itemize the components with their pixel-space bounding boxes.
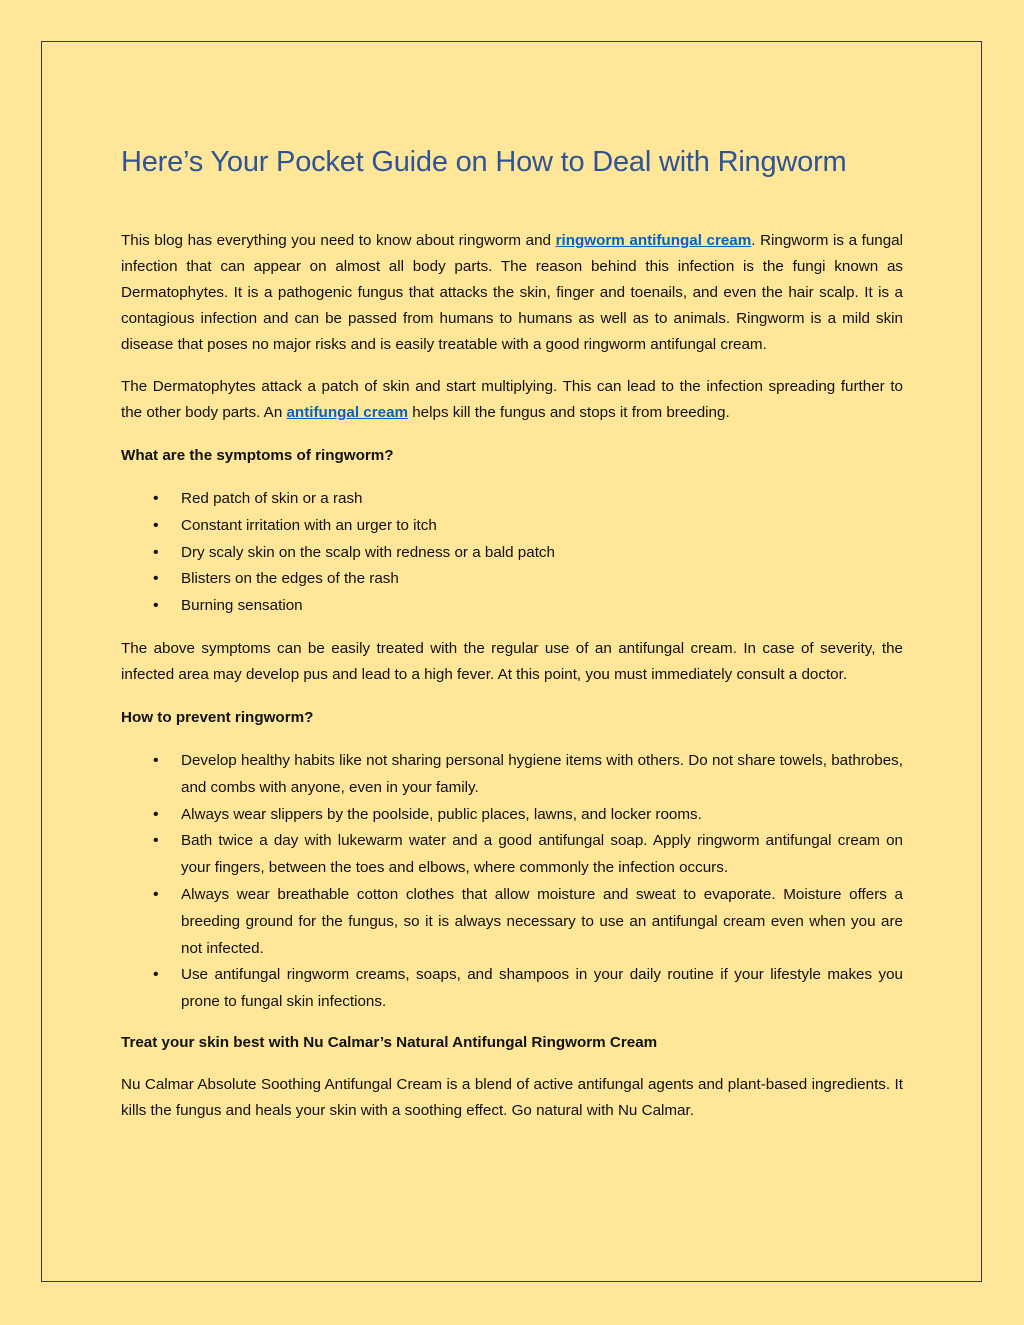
list-item: • Bath twice a day with lukewarm water and a good antifungal soap. Apply ringworm antifungal cream on your fingers, between the toes and elbows, where commonly the infection occurs.	[121, 828, 903, 882]
document-body	[121, 138, 903, 1124]
symptoms-heading: What are the symptoms of ringworm?	[121, 447, 394, 464]
dermatophytes-paragraph	[121, 374, 903, 426]
list-item: • Use antifungal ringworm creams, soaps, and shampoos in your daily routine if your lifestyle makes you prone to fungal skin infections.	[121, 962, 903, 1016]
symptoms-followup-paragraph: The above symptoms can be easily treated with the regular use of an antifungal cream. In case of severity, the infected area may develop pus and lead to a high fever. At this point, you must immediately consult a doctor.	[121, 639, 903, 683]
product-heading: Treat your skin best with Nu Calmar’s Natural Antifungal Ringworm Cream	[121, 1033, 658, 1051]
intro-text-end: . Ringworm is a fungal infection that can appear on almost all body parts. The reason behind this infection is the fungi known as Dermatophytes. It is a pathogenic fungus that attacks the skin, finger and toenails, and even the hair scalp. It is a contagious infection and can be passed from humans to humans as well as to animals. Ringworm is a mild skin disease that poses no major risks and is easily treatable with a good ringworm antifungal cream.	[121, 232, 903, 353]
antifungal-cream-link[interactable]: antifungal cream	[286, 404, 409, 421]
list-item: • Always wear breathable cotton clothes that allow moisture and sweat to evaporate. Moisture offers a breeding ground for the fungus, so it is always necessary to use an antifungal cream even when you are not infected.	[121, 882, 903, 962]
list-item: • Burning sensation	[121, 593, 903, 620]
symptoms-list	[121, 486, 903, 620]
list-item: • Always wear slippers by the poolside, public places, lawns, and locker rooms.	[121, 802, 903, 829]
list-item: • Blisters on the edges of the rash	[121, 566, 903, 593]
prevention-heading: How to prevent ringworm?	[121, 708, 314, 726]
product-paragraph: Nu Calmar Absolute Soothing Antifungal Cream is a blend of active antifungal agents and plant-based ingredients. It kills the fungus and heals your skin with a soothing effect. Go natural with Nu Calmar.	[121, 1075, 903, 1119]
intro-paragraph	[121, 228, 903, 358]
prevention-list	[121, 748, 903, 1016]
list-item: • Dry scaly skin on the scalp with redness or a bald patch	[121, 540, 903, 567]
list-item: • Develop healthy habits like not sharing personal hygiene items with others. Do not share towels, bathrobes, and combs with anyone, even in your family.	[121, 748, 903, 802]
para2-text-end: helps kill the fungus and stops it from breeding.	[408, 404, 730, 421]
list-item: • Constant irritation with an urger to itch	[121, 513, 903, 540]
list-item: • Red patch of skin or a rash	[121, 486, 903, 513]
ringworm-antifungal-cream-link[interactable]: ringworm antifungal cream	[555, 232, 752, 249]
intro-text-start: This blog has everything you need to know about ringworm and	[121, 232, 556, 249]
page-title: Here’s Your Pocket Guide on How to Deal with Ringworm	[121, 146, 847, 178]
para2-text-start: The Dermatophytes attack a patch of skin and start multiplying. This can lead to the infection spreading further to the other body parts. An	[121, 378, 903, 421]
